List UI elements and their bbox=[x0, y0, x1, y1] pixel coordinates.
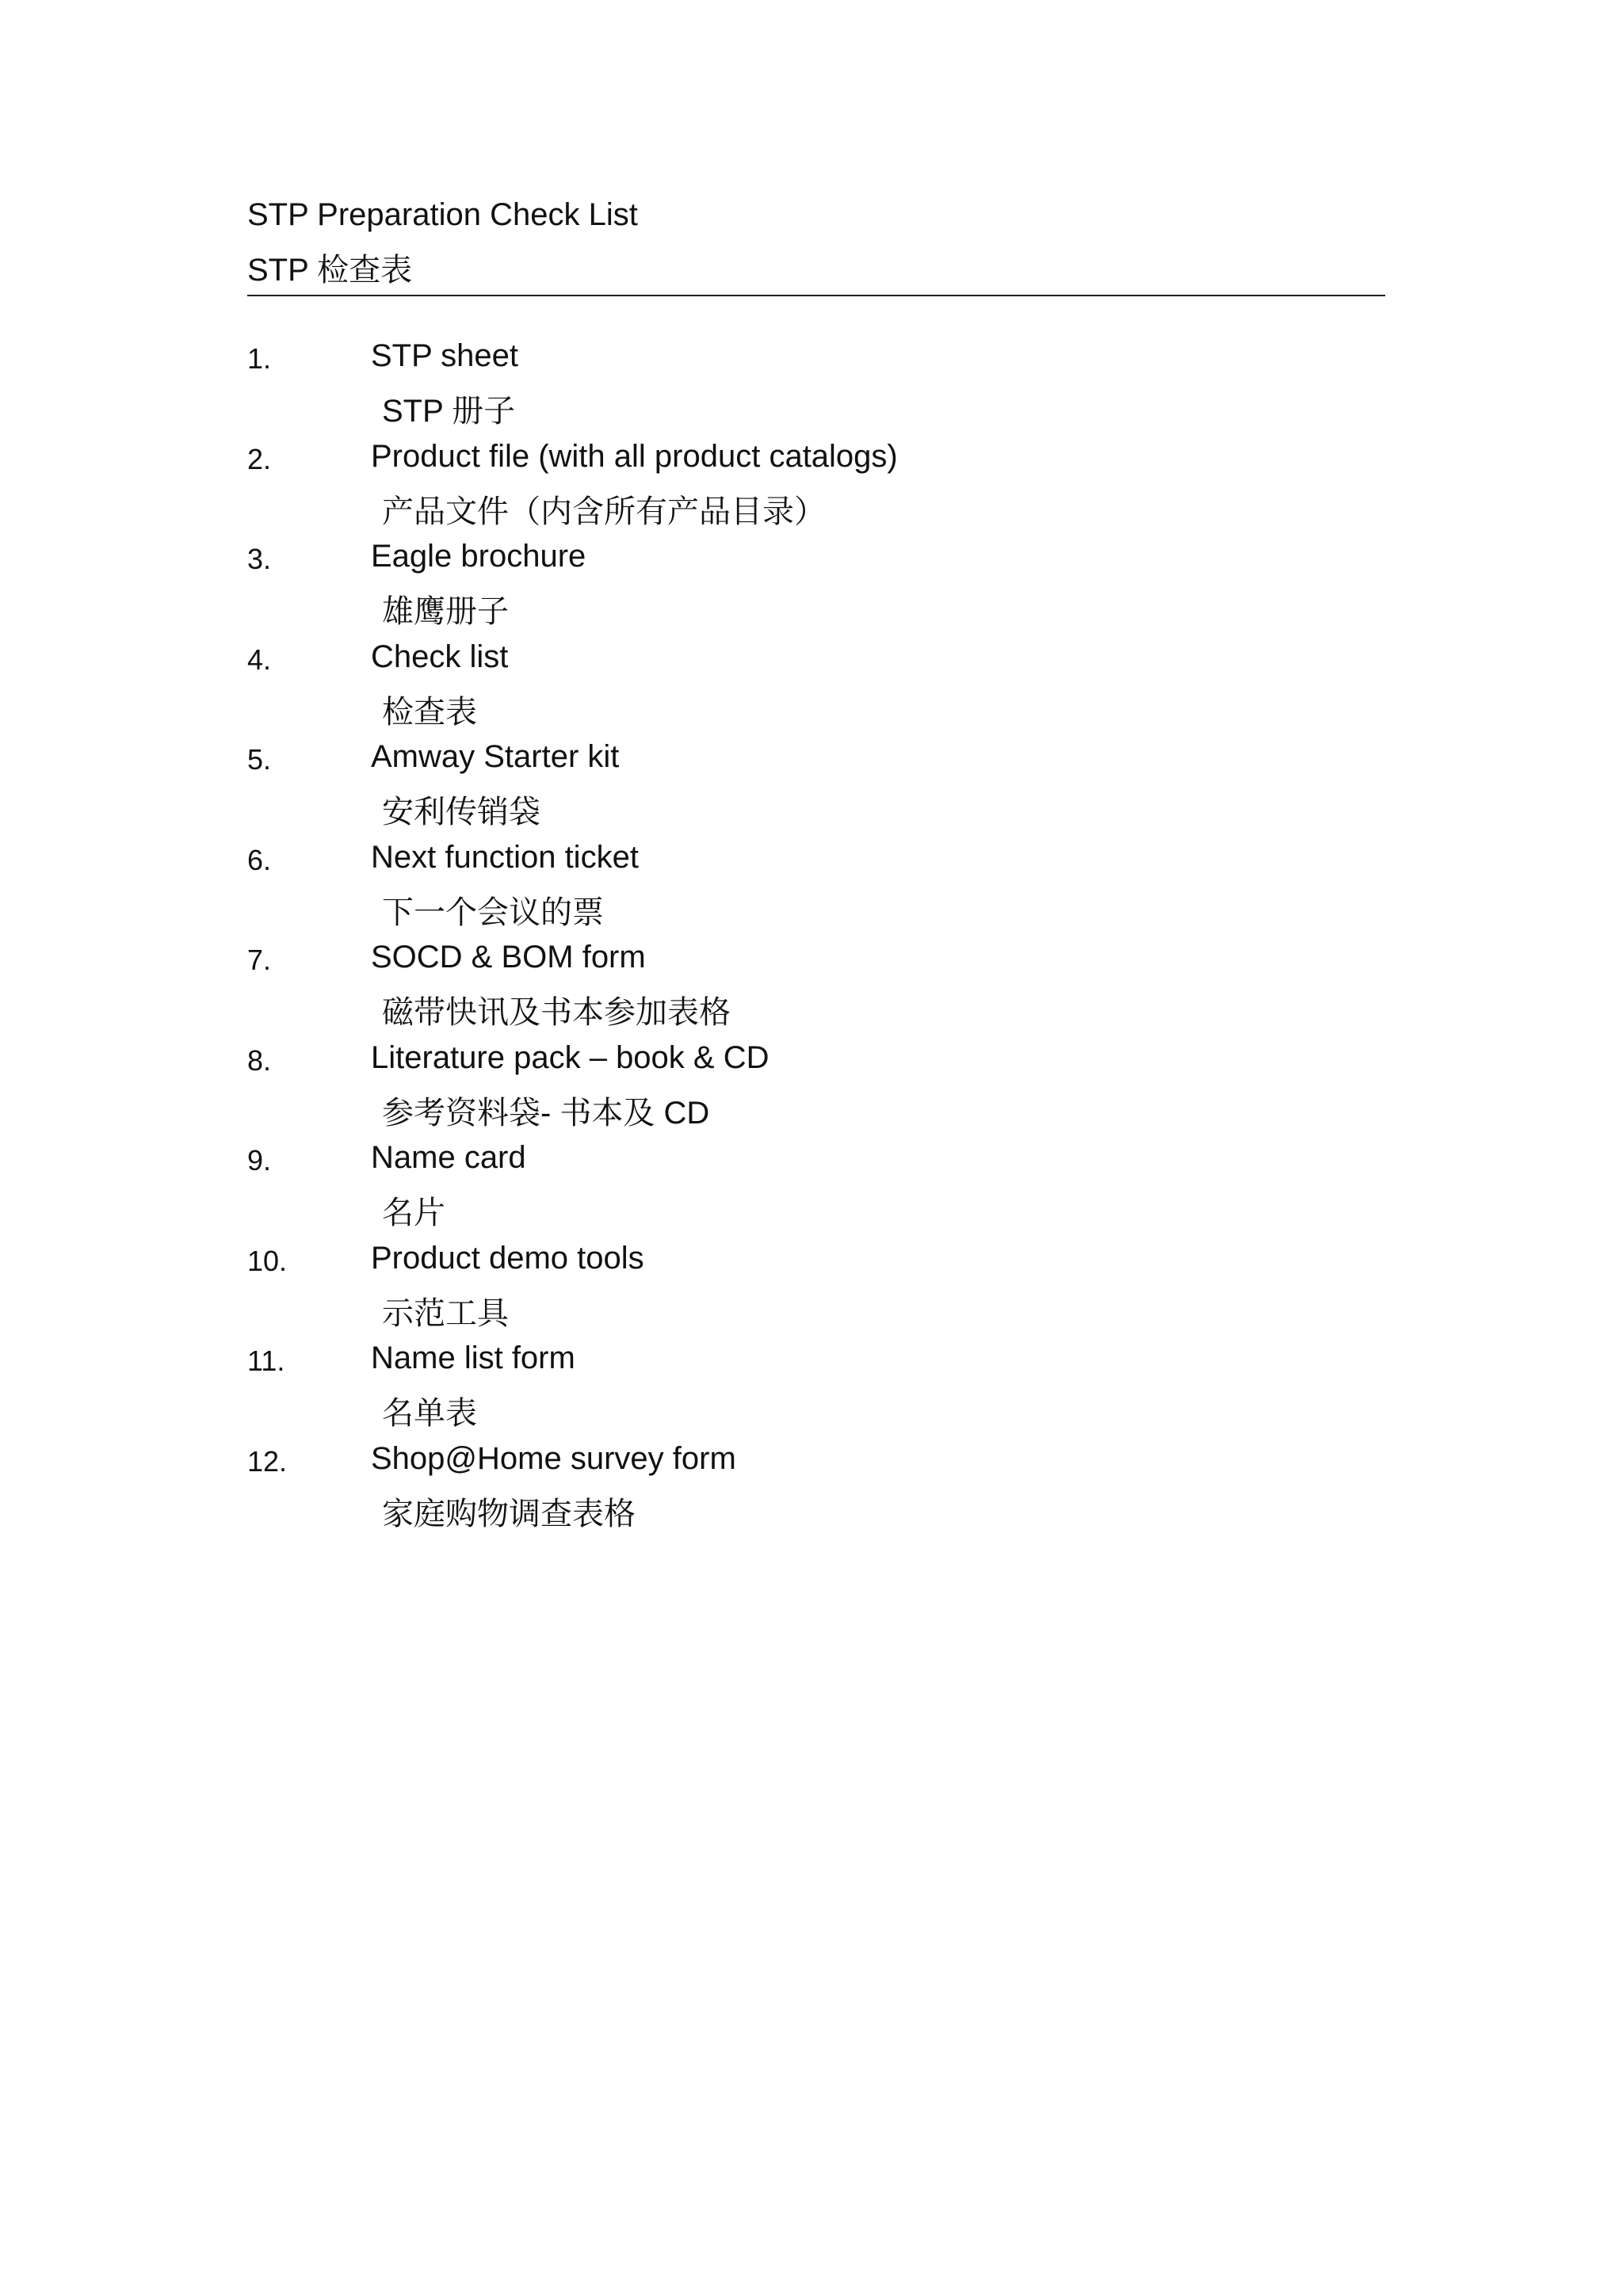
item-label-en: Amway Starter kit bbox=[371, 739, 620, 774]
item-label-en: Product demo tools bbox=[371, 1240, 644, 1276]
item-number: 10. bbox=[247, 1244, 288, 1277]
item-label-zh: 参考资料袋- 书本及 CD bbox=[382, 1095, 710, 1131]
item-number: 12. bbox=[247, 1444, 288, 1478]
item-label-zh: 雄鹰册子 bbox=[382, 594, 509, 629]
checklist-item-11 bbox=[247, 1338, 1385, 1439]
item-number: 3. bbox=[247, 543, 272, 575]
item-number: 1. bbox=[247, 342, 272, 375]
checklist-item-8 bbox=[247, 1038, 1385, 1138]
checklist bbox=[247, 336, 1385, 1539]
item-label-zh: 名单表 bbox=[382, 1396, 477, 1431]
item-label-zh: STP 册子 bbox=[382, 394, 516, 429]
checklist-item-7 bbox=[247, 937, 1385, 1038]
item-number: 5. bbox=[247, 743, 272, 776]
checklist-item-5 bbox=[247, 737, 1385, 837]
item-number: 4. bbox=[247, 643, 272, 676]
item-label-en: Check list bbox=[371, 639, 509, 674]
item-label-zh: 检查表 bbox=[382, 694, 477, 730]
checklist-item-6 bbox=[247, 837, 1385, 938]
item-number: 7. bbox=[247, 944, 272, 976]
item-label-en: Name list form bbox=[371, 1341, 575, 1375]
item-label-zh: 下一个会议的票 bbox=[382, 894, 604, 930]
item-number: 2. bbox=[247, 442, 272, 475]
item-number: 11. bbox=[247, 1344, 285, 1377]
document-title-zh: STP 检查表 bbox=[247, 253, 413, 288]
checklist-item-10 bbox=[247, 1238, 1385, 1339]
document-title-en: STP Preparation Check List bbox=[247, 197, 638, 232]
item-label-zh: 家庭购物调查表格 bbox=[382, 1496, 636, 1531]
item-label-en: Shop@Home survey form bbox=[371, 1440, 736, 1476]
item-label-en: Product file (with all product catalogs) bbox=[371, 438, 898, 474]
checklist-item-9 bbox=[247, 1138, 1385, 1238]
item-number: 6. bbox=[247, 843, 272, 876]
checklist-item-2 bbox=[247, 437, 1385, 537]
title-divider bbox=[247, 295, 1385, 296]
item-label-en: Literature pack – book & CD bbox=[371, 1039, 769, 1075]
item-label-en: Eagle brochure bbox=[371, 539, 586, 574]
item-label-zh: 名片 bbox=[382, 1196, 445, 1230]
item-number: 8. bbox=[247, 1043, 272, 1077]
checklist-item-12 bbox=[247, 1439, 1385, 1539]
item-label-zh: 安利传销袋 bbox=[382, 795, 540, 830]
checklist-item-4 bbox=[247, 637, 1385, 738]
item-label-en: Name card bbox=[371, 1140, 526, 1175]
item-label-en: STP sheet bbox=[371, 338, 519, 373]
item-label-en: SOCD & BOM form bbox=[371, 940, 646, 974]
item-label-zh: 磁带快讯及书本参加表格 bbox=[382, 995, 731, 1030]
item-label-en: Next function ticket bbox=[371, 839, 639, 875]
item-label-zh: 产品文件（内含所有产品目录） bbox=[382, 494, 826, 529]
item-label-zh: 示范工具 bbox=[382, 1295, 509, 1331]
item-number: 9. bbox=[247, 1144, 272, 1177]
checklist-item-1 bbox=[247, 336, 1385, 437]
checklist-item-3 bbox=[247, 536, 1385, 637]
